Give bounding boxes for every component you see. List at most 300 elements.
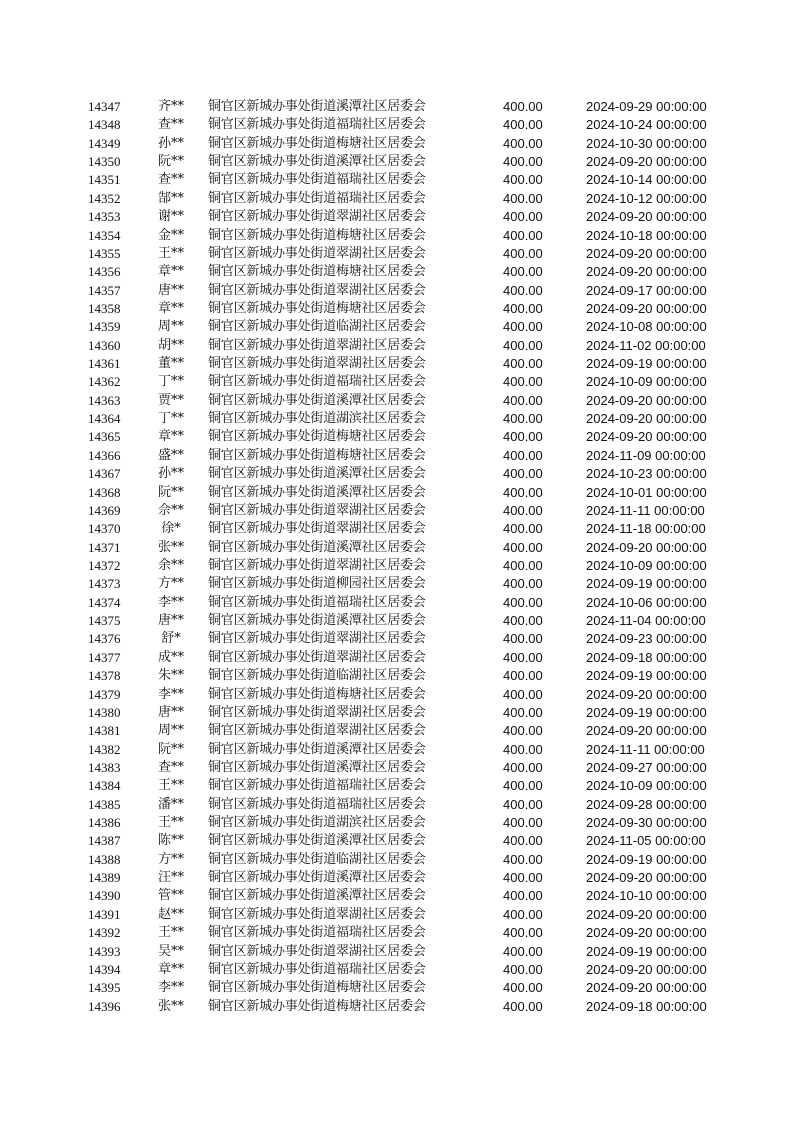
row-id: 14353 — [88, 209, 121, 225]
row-date: 2024-09-19 00:00:00 — [586, 356, 707, 372]
row-date: 2024-10-06 00:00:00 — [586, 594, 707, 610]
row-id: 14358 — [88, 300, 121, 316]
row-community: 铜官区新城办事处街道翠湖社区居委会 — [208, 209, 426, 225]
table-row — [0, 520, 793, 538]
row-date: 2024-09-20 00:00:00 — [586, 264, 707, 280]
row-date: 2024-09-20 00:00:00 — [586, 245, 707, 261]
row-id: 14372 — [88, 557, 121, 573]
row-name: 舒* — [161, 631, 181, 647]
row-community: 铜官区新城办事处街道翠湖社区居委会 — [208, 502, 426, 518]
row-amount: 400.00 — [503, 557, 543, 573]
row-amount: 400.00 — [503, 741, 543, 757]
row-id: 14365 — [88, 429, 121, 445]
row-amount: 400.00 — [503, 925, 543, 941]
row-amount: 400.00 — [503, 613, 543, 629]
row-id: 14348 — [88, 117, 121, 133]
row-id: 14387 — [88, 833, 121, 849]
table-row — [0, 759, 793, 777]
row-date: 2024-11-02 00:00:00 — [586, 337, 706, 353]
row-name: 贾** — [158, 392, 185, 408]
row-community: 铜官区新城办事处街道溪潭社区居委会 — [208, 466, 426, 482]
row-date: 2024-09-18 00:00:00 — [586, 649, 707, 665]
row-amount: 400.00 — [503, 227, 543, 243]
row-date: 2024-10-18 00:00:00 — [586, 227, 707, 243]
row-date: 2024-09-18 00:00:00 — [586, 998, 707, 1014]
row-community: 铜官区新城办事处街道梅塘社区居委会 — [208, 447, 426, 463]
row-name: 张** — [158, 539, 185, 555]
row-community: 铜官区新城办事处街道溪潭社区居委会 — [208, 870, 426, 886]
table-row — [0, 998, 793, 1016]
row-name: 管** — [158, 888, 185, 904]
row-name: 董** — [158, 356, 185, 372]
row-community: 铜官区新城办事处街道翠湖社区居委会 — [208, 356, 426, 372]
row-community: 铜官区新城办事处街道临湖社区居委会 — [208, 851, 426, 867]
table-row — [0, 796, 793, 814]
row-amount: 400.00 — [503, 521, 543, 537]
row-date: 2024-10-23 00:00:00 — [586, 466, 707, 482]
row-community: 铜官区新城办事处街道福瑞社区居委会 — [208, 778, 426, 794]
row-id: 14360 — [88, 337, 121, 353]
table-row — [0, 245, 793, 263]
row-community: 铜官区新城办事处街道翠湖社区居委会 — [208, 704, 426, 720]
row-community: 铜官区新城办事处街道翠湖社区居委会 — [208, 282, 426, 298]
row-amount: 400.00 — [503, 429, 543, 445]
row-date: 2024-10-10 00:00:00 — [586, 888, 707, 904]
row-name: 王** — [158, 925, 185, 941]
row-amount: 400.00 — [503, 539, 543, 555]
row-date: 2024-09-19 00:00:00 — [586, 704, 707, 720]
row-community: 铜官区新城办事处街道溪潭社区居委会 — [208, 833, 426, 849]
row-date: 2024-10-08 00:00:00 — [586, 319, 707, 335]
row-name: 王** — [158, 815, 185, 831]
row-date: 2024-09-19 00:00:00 — [586, 668, 707, 684]
row-id: 14352 — [88, 190, 121, 206]
table-row — [0, 337, 793, 355]
row-date: 2024-09-20 00:00:00 — [586, 686, 707, 702]
table-row — [0, 943, 793, 961]
table-row — [0, 906, 793, 924]
row-date: 2024-11-11 00:00:00 — [586, 502, 705, 518]
row-id: 14351 — [88, 172, 121, 188]
row-id: 14364 — [88, 411, 121, 427]
row-amount: 400.00 — [503, 135, 543, 151]
table-row — [0, 428, 793, 446]
table-row — [0, 722, 793, 740]
row-amount: 400.00 — [503, 282, 543, 298]
row-date: 2024-11-11 00:00:00 — [586, 741, 705, 757]
row-amount: 400.00 — [503, 447, 543, 463]
table-row — [0, 227, 793, 245]
row-community: 铜官区新城办事处街道临湖社区居委会 — [208, 668, 426, 684]
table-row — [0, 814, 793, 832]
row-amount: 400.00 — [503, 851, 543, 867]
row-name: 金** — [158, 227, 185, 243]
row-id: 14357 — [88, 282, 121, 298]
table-row — [0, 135, 793, 153]
row-community: 铜官区新城办事处街道翠湖社区居委会 — [208, 557, 426, 573]
row-community: 铜官区新城办事处街道福瑞社区居委会 — [208, 796, 426, 812]
row-id: 14375 — [88, 613, 121, 629]
row-id: 14367 — [88, 466, 121, 482]
row-community: 铜官区新城办事处街道梅塘社区居委会 — [208, 429, 426, 445]
row-id: 14389 — [88, 870, 121, 886]
row-community: 铜官区新城办事处街道溪潭社区居委会 — [208, 759, 426, 775]
row-name: 郜** — [158, 190, 185, 206]
table-row — [0, 612, 793, 630]
row-name: 盛** — [158, 447, 185, 463]
table-row — [0, 704, 793, 722]
row-name: 方** — [158, 576, 185, 592]
row-date: 2024-10-09 00:00:00 — [586, 557, 707, 573]
row-community: 铜官区新城办事处街道翠湖社区居委会 — [208, 723, 426, 739]
row-name: 余** — [158, 557, 185, 573]
row-date: 2024-09-20 00:00:00 — [586, 870, 707, 886]
row-community: 铜官区新城办事处街道翠湖社区居委会 — [208, 337, 426, 353]
row-community: 铜官区新城办事处街道溪潭社区居委会 — [208, 392, 426, 408]
table-row — [0, 851, 793, 869]
row-name: 赵** — [158, 906, 185, 922]
row-name: 章** — [158, 264, 185, 280]
row-community: 铜官区新城办事处街道福瑞社区居委会 — [208, 190, 426, 206]
row-date: 2024-09-20 00:00:00 — [586, 300, 707, 316]
row-amount: 400.00 — [503, 815, 543, 831]
row-date: 2024-10-01 00:00:00 — [586, 484, 707, 500]
row-community: 铜官区新城办事处街道临湖社区居委会 — [208, 319, 426, 335]
row-amount: 400.00 — [503, 172, 543, 188]
row-id: 14382 — [88, 741, 121, 757]
row-name: 李** — [158, 594, 185, 610]
row-date: 2024-09-20 00:00:00 — [586, 925, 707, 941]
row-date: 2024-11-04 00:00:00 — [586, 613, 706, 629]
row-name: 陈** — [158, 833, 185, 849]
table-row — [0, 869, 793, 887]
row-name: 李** — [158, 980, 185, 996]
row-amount: 400.00 — [503, 117, 543, 133]
row-name: 胡** — [158, 337, 185, 353]
row-amount: 400.00 — [503, 704, 543, 720]
row-amount: 400.00 — [503, 594, 543, 610]
row-date: 2024-09-20 00:00:00 — [586, 411, 707, 427]
row-name: 张** — [158, 998, 185, 1014]
row-date: 2024-10-24 00:00:00 — [586, 117, 707, 133]
row-id: 14391 — [88, 906, 121, 922]
row-amount: 400.00 — [503, 356, 543, 372]
row-date: 2024-09-29 00:00:00 — [586, 99, 707, 114]
row-id: 14380 — [88, 704, 121, 720]
table-row — [0, 484, 793, 502]
row-name: 周** — [158, 319, 185, 335]
row-community: 铜官区新城办事处街道翠湖社区居委会 — [208, 649, 426, 665]
row-community: 铜官区新城办事处街道福瑞社区居委会 — [208, 374, 426, 390]
row-community: 铜官区新城办事处街道梅塘社区居委会 — [208, 980, 426, 996]
row-name: 孙** — [158, 466, 185, 482]
row-date: 2024-09-23 00:00:00 — [586, 631, 707, 647]
row-date: 2024-10-12 00:00:00 — [586, 190, 707, 206]
row-amount: 400.00 — [503, 154, 543, 170]
row-name: 查** — [158, 759, 185, 775]
row-amount: 400.00 — [503, 943, 543, 959]
row-name: 潘** — [158, 796, 185, 812]
row-id: 14355 — [88, 245, 121, 261]
row-date: 2024-09-20 00:00:00 — [586, 209, 707, 225]
table-row — [0, 190, 793, 208]
row-id: 14390 — [88, 888, 121, 904]
row-id: 14350 — [88, 154, 121, 170]
table-row — [0, 832, 793, 850]
row-name: 查** — [158, 117, 185, 133]
row-community: 铜官区新城办事处街道湖滨社区居委会 — [208, 411, 426, 427]
table-row — [0, 502, 793, 520]
row-community: 铜官区新城办事处街道福瑞社区居委会 — [208, 961, 426, 977]
row-id: 14362 — [88, 374, 121, 390]
row-name: 汪** — [158, 870, 185, 886]
row-name: 唐** — [158, 613, 185, 629]
row-name: 章** — [158, 300, 185, 316]
row-amount: 400.00 — [503, 209, 543, 225]
row-community: 铜官区新城办事处街道溪潭社区居委会 — [208, 99, 426, 114]
row-name: 吴** — [158, 943, 185, 959]
row-id: 14354 — [88, 227, 121, 243]
row-id: 14347 — [88, 99, 121, 114]
row-id: 14377 — [88, 649, 121, 665]
row-name: 王** — [158, 245, 185, 261]
row-date: 2024-11-18 00:00:00 — [586, 521, 706, 537]
row-id: 14392 — [88, 925, 121, 941]
row-date: 2024-09-19 00:00:00 — [586, 576, 707, 592]
table-row — [0, 557, 793, 575]
table-row — [0, 686, 793, 704]
row-id: 14388 — [88, 851, 121, 867]
row-id: 14371 — [88, 539, 121, 555]
table-row — [0, 282, 793, 300]
row-id: 14396 — [88, 998, 121, 1014]
row-community: 铜官区新城办事处街道梅塘社区居委会 — [208, 686, 426, 702]
row-date: 2024-09-20 00:00:00 — [586, 906, 707, 922]
row-community: 铜官区新城办事处街道溪潭社区居委会 — [208, 888, 426, 904]
row-amount: 400.00 — [503, 466, 543, 482]
row-date: 2024-09-28 00:00:00 — [586, 796, 707, 812]
row-name: 佘** — [158, 502, 185, 518]
row-date: 2024-09-20 00:00:00 — [586, 154, 707, 170]
row-id: 14378 — [88, 668, 121, 684]
row-amount: 400.00 — [503, 998, 543, 1014]
row-id: 14349 — [88, 135, 121, 151]
table-row — [0, 777, 793, 795]
row-name: 唐** — [158, 282, 185, 298]
row-id: 14359 — [88, 319, 121, 335]
row-id: 14395 — [88, 980, 121, 996]
table-row — [0, 355, 793, 373]
row-community: 铜官区新城办事处街道溪潭社区居委会 — [208, 484, 426, 500]
table-row — [0, 447, 793, 465]
row-amount: 400.00 — [503, 319, 543, 335]
row-id: 14384 — [88, 778, 121, 794]
row-name: 方** — [158, 851, 185, 867]
row-amount: 400.00 — [503, 484, 543, 500]
table-row — [0, 116, 793, 134]
row-amount: 400.00 — [503, 961, 543, 977]
row-date: 2024-09-20 00:00:00 — [586, 723, 707, 739]
table-row — [0, 153, 793, 171]
row-date: 2024-09-20 00:00:00 — [586, 980, 707, 996]
row-date: 2024-09-19 00:00:00 — [586, 943, 707, 959]
row-community: 铜官区新城办事处街道福瑞社区居委会 — [208, 594, 426, 610]
row-date: 2024-09-19 00:00:00 — [586, 851, 707, 867]
row-name: 章** — [158, 961, 185, 977]
row-community: 铜官区新城办事处街道福瑞社区居委会 — [208, 117, 426, 133]
row-id: 14393 — [88, 943, 121, 959]
table-row — [0, 630, 793, 648]
row-date: 2024-09-20 00:00:00 — [586, 539, 707, 555]
table-row — [0, 887, 793, 905]
row-community: 铜官区新城办事处街道柳园社区居委会 — [208, 576, 426, 592]
row-date: 2024-10-30 00:00:00 — [586, 135, 707, 151]
row-id: 14386 — [88, 815, 121, 831]
table-row — [0, 465, 793, 483]
table-row — [0, 649, 793, 667]
row-name: 朱** — [158, 668, 185, 684]
row-date: 2024-11-09 00:00:00 — [586, 447, 706, 463]
row-name: 谢** — [158, 209, 185, 225]
row-date: 2024-09-30 00:00:00 — [586, 815, 707, 831]
row-id: 14383 — [88, 759, 121, 775]
row-name: 丁** — [158, 374, 185, 390]
row-amount: 400.00 — [503, 300, 543, 316]
row-date: 2024-10-14 00:00:00 — [586, 172, 707, 188]
row-amount: 400.00 — [503, 245, 543, 261]
row-amount: 400.00 — [503, 190, 543, 206]
row-community: 铜官区新城办事处街道湖滨社区居委会 — [208, 815, 426, 831]
row-name: 丁** — [158, 411, 185, 427]
table-row — [0, 979, 793, 997]
row-id: 14376 — [88, 631, 121, 647]
row-community: 铜官区新城办事处街道溪潭社区居委会 — [208, 613, 426, 629]
row-amount: 400.00 — [503, 906, 543, 922]
row-amount: 400.00 — [503, 796, 543, 812]
table-row — [0, 961, 793, 979]
row-name: 齐** — [158, 99, 185, 114]
table-row — [0, 410, 793, 428]
row-name: 成** — [158, 649, 185, 665]
row-amount: 400.00 — [503, 668, 543, 684]
row-community: 铜官区新城办事处街道梅塘社区居委会 — [208, 998, 426, 1014]
row-id: 14369 — [88, 502, 121, 518]
row-amount: 400.00 — [503, 888, 543, 904]
row-date: 2024-09-17 00:00:00 — [586, 282, 707, 298]
table-row — [0, 171, 793, 189]
row-date: 2024-09-20 00:00:00 — [586, 392, 707, 408]
row-community: 铜官区新城办事处街道梅塘社区居委会 — [208, 300, 426, 316]
row-amount: 400.00 — [503, 870, 543, 886]
table-row — [0, 392, 793, 410]
row-name: 查** — [158, 172, 185, 188]
row-date: 2024-11-05 00:00:00 — [586, 833, 706, 849]
row-id: 14374 — [88, 594, 121, 610]
row-amount: 400.00 — [503, 392, 543, 408]
row-id: 14368 — [88, 484, 121, 500]
table-row — [0, 263, 793, 281]
row-amount: 400.00 — [503, 723, 543, 739]
row-community: 铜官区新城办事处街道翠湖社区居委会 — [208, 521, 426, 537]
row-id: 14361 — [88, 356, 121, 372]
row-date: 2024-09-20 00:00:00 — [586, 429, 707, 445]
row-date: 2024-10-09 00:00:00 — [586, 778, 707, 794]
row-name: 周** — [158, 723, 185, 739]
row-date: 2024-10-09 00:00:00 — [586, 374, 707, 390]
table-row — [0, 539, 793, 557]
row-name: 王** — [158, 778, 185, 794]
row-date: 2024-09-20 00:00:00 — [586, 961, 707, 977]
table-row — [0, 594, 793, 612]
row-name: 孙** — [158, 135, 185, 151]
row-community: 铜官区新城办事处街道翠湖社区居委会 — [208, 943, 426, 959]
table-row — [0, 208, 793, 226]
row-id: 14381 — [88, 723, 121, 739]
row-amount: 400.00 — [503, 649, 543, 665]
row-name: 徐* — [161, 521, 181, 537]
row-community: 铜官区新城办事处街道梅塘社区居委会 — [208, 227, 426, 243]
row-id: 14356 — [88, 264, 121, 280]
row-name: 阮** — [158, 741, 185, 757]
table-row — [0, 924, 793, 942]
row-name: 阮** — [158, 484, 185, 500]
table-row — [0, 741, 793, 759]
row-amount: 400.00 — [503, 576, 543, 592]
row-date: 2024-09-27 00:00:00 — [586, 759, 707, 775]
table-row — [0, 98, 793, 116]
row-amount: 400.00 — [503, 759, 543, 775]
row-community: 铜官区新城办事处街道梅塘社区居委会 — [208, 135, 426, 151]
row-amount: 400.00 — [503, 980, 543, 996]
row-community: 铜官区新城办事处街道溪潭社区居委会 — [208, 539, 426, 555]
table-row — [0, 300, 793, 318]
row-community: 铜官区新城办事处街道溪潭社区居委会 — [208, 154, 426, 170]
table-row — [0, 667, 793, 685]
table-row — [0, 575, 793, 593]
data-table — [0, 98, 793, 1016]
row-id: 14394 — [88, 961, 121, 977]
row-amount: 400.00 — [503, 833, 543, 849]
row-community: 铜官区新城办事处街道翠湖社区居委会 — [208, 906, 426, 922]
row-id: 14373 — [88, 576, 121, 592]
row-community: 铜官区新城办事处街道梅塘社区居委会 — [208, 264, 426, 280]
row-community: 铜官区新城办事处街道翠湖社区居委会 — [208, 631, 426, 647]
row-community: 铜官区新城办事处街道福瑞社区居委会 — [208, 172, 426, 188]
row-amount: 400.00 — [503, 502, 543, 518]
row-amount: 400.00 — [503, 631, 543, 647]
row-community: 铜官区新城办事处街道溪潭社区居委会 — [208, 741, 426, 757]
row-amount: 400.00 — [503, 99, 543, 114]
row-name: 阮** — [158, 154, 185, 170]
table-row — [0, 318, 793, 336]
row-id: 14379 — [88, 686, 121, 702]
row-id: 14385 — [88, 796, 121, 812]
row-name: 章** — [158, 429, 185, 445]
row-amount: 400.00 — [503, 264, 543, 280]
row-amount: 400.00 — [503, 337, 543, 353]
row-amount: 400.00 — [503, 411, 543, 427]
row-id: 14366 — [88, 447, 121, 463]
table-row — [0, 373, 793, 391]
row-amount: 400.00 — [503, 778, 543, 794]
row-id: 14370 — [88, 521, 121, 537]
row-name: 李** — [158, 686, 185, 702]
row-amount: 400.00 — [503, 374, 543, 390]
row-id: 14363 — [88, 392, 121, 408]
row-name: 唐** — [158, 704, 185, 720]
row-amount: 400.00 — [503, 686, 543, 702]
row-community: 铜官区新城办事处街道福瑞社区居委会 — [208, 925, 426, 941]
